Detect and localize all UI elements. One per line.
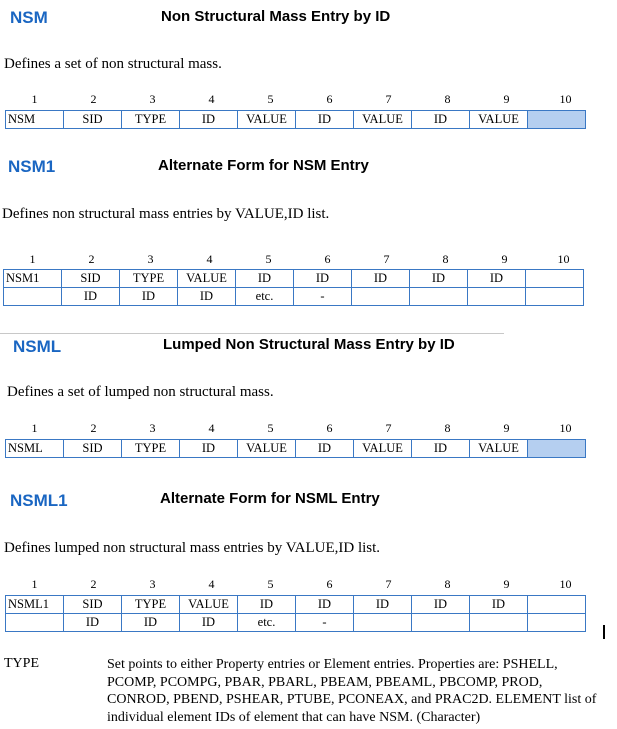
table-cell: - — [296, 614, 354, 632]
table-cell: ID — [470, 596, 528, 614]
field-number: 3 — [149, 577, 156, 591]
table-cell: VALUE — [180, 596, 238, 614]
table-cell: ID — [122, 614, 180, 632]
field-number: 6 — [324, 252, 331, 266]
field-number: 5 — [265, 252, 272, 266]
field-number: 10 — [559, 577, 572, 591]
entry-code: NSM — [10, 8, 48, 27]
table-cell: - — [294, 288, 352, 306]
entry-code: NSML1 — [10, 491, 68, 510]
field-number: 7 — [385, 92, 392, 106]
note-term: TYPE — [4, 656, 39, 671]
table-cell: ID — [64, 614, 122, 632]
table-cell — [354, 614, 412, 632]
text-cursor — [603, 625, 605, 639]
field-numbers — [5, 92, 595, 107]
field-number: 10 — [559, 92, 572, 106]
field-number: 7 — [385, 577, 392, 591]
table-cell: TYPE — [120, 270, 178, 288]
field-number: 3 — [147, 252, 154, 266]
table-cell: ID — [180, 440, 238, 458]
field-number: 6 — [326, 577, 333, 591]
table-cell — [528, 596, 586, 614]
table-cell — [526, 288, 584, 306]
format-table — [5, 110, 586, 129]
field-numbers — [5, 421, 595, 436]
table-row — [6, 614, 586, 632]
table-cell: VALUE — [178, 270, 236, 288]
table-cell: VALUE — [354, 111, 412, 129]
table-row — [4, 270, 584, 288]
field-number: 6 — [326, 421, 333, 435]
field-number: 5 — [267, 421, 274, 435]
field-number: 3 — [149, 92, 156, 106]
table-cell: ID — [178, 288, 236, 306]
field-number: 10 — [559, 421, 572, 435]
field-number: 1 — [31, 421, 38, 435]
table-cell: TYPE — [122, 440, 180, 458]
field-number: 4 — [208, 577, 215, 591]
field-number: 5 — [267, 577, 274, 591]
entry-title: Lumped Non Structural Mass Entry by ID — [163, 336, 455, 353]
table-cell: ID — [468, 270, 526, 288]
table-cell: etc. — [236, 288, 294, 306]
table-cell — [412, 614, 470, 632]
table-cell: ID — [62, 288, 120, 306]
table-cell — [526, 270, 584, 288]
table-cell: TYPE — [122, 111, 180, 129]
field-number: 3 — [149, 421, 156, 435]
table-cell: ID — [410, 270, 468, 288]
table-cell: ID — [120, 288, 178, 306]
section-divider — [0, 333, 504, 334]
table-cell — [6, 614, 64, 632]
table-cell: ID — [412, 596, 470, 614]
table-cell: SID — [64, 440, 122, 458]
table-cell — [4, 288, 62, 306]
field-number: 1 — [29, 252, 36, 266]
table-cell: VALUE — [238, 111, 296, 129]
field-numbers — [3, 252, 593, 267]
table-cell — [410, 288, 468, 306]
format-table — [3, 269, 584, 306]
entry-title: Alternate Form for NSM Entry — [158, 157, 369, 174]
table-cell: ID — [180, 111, 238, 129]
table-cell: ID — [180, 614, 238, 632]
format-table — [5, 595, 586, 632]
field-number: 8 — [442, 252, 449, 266]
table-cell: ID — [238, 596, 296, 614]
table-cell: SID — [64, 111, 122, 129]
table-cell — [468, 288, 526, 306]
field-number: 4 — [208, 421, 215, 435]
table-cell: NSM — [6, 111, 64, 129]
table-cell — [528, 440, 586, 458]
field-number: 6 — [326, 92, 333, 106]
field-number: 9 — [503, 421, 510, 435]
table-cell: ID — [294, 270, 352, 288]
field-numbers — [5, 577, 595, 592]
entry-code: NSM1 — [8, 157, 56, 176]
entry-code: NSML — [13, 337, 62, 356]
table-cell: ID — [354, 596, 412, 614]
table-cell: ID — [296, 111, 354, 129]
entry-description: Defines non structural mass entries by VALUE,ID list. — [2, 206, 330, 222]
table-cell — [528, 111, 586, 129]
field-number: 2 — [90, 92, 97, 106]
field-number: 10 — [557, 252, 570, 266]
entry-description: Defines a set of non structural mass. — [4, 56, 222, 72]
field-number: 9 — [501, 252, 508, 266]
table-cell: NSML — [6, 440, 64, 458]
table-cell: VALUE — [470, 440, 528, 458]
field-number: 7 — [385, 421, 392, 435]
table-cell — [352, 288, 410, 306]
table-cell: VALUE — [354, 440, 412, 458]
table-row — [4, 288, 584, 306]
table-cell: SID — [62, 270, 120, 288]
format-table — [5, 439, 586, 458]
table-cell: ID — [296, 440, 354, 458]
table-cell: VALUE — [470, 111, 528, 129]
field-number: 9 — [503, 577, 510, 591]
table-row — [6, 596, 586, 614]
table-cell: ID — [412, 111, 470, 129]
entry-title: Alternate Form for NSML Entry — [160, 490, 380, 507]
field-number: 4 — [206, 252, 213, 266]
field-number: 1 — [31, 577, 38, 591]
field-number: 8 — [444, 92, 451, 106]
table-cell: ID — [412, 440, 470, 458]
entry-description: Defines a set of lumped non structural mass. — [7, 384, 274, 400]
field-number: 4 — [208, 92, 215, 106]
table-cell: SID — [64, 596, 122, 614]
field-number: 1 — [31, 92, 38, 106]
table-cell: NSML1 — [6, 596, 64, 614]
field-number: 2 — [90, 577, 97, 591]
table-cell: VALUE — [238, 440, 296, 458]
table-cell: ID — [352, 270, 410, 288]
entry-title: Non Structural Mass Entry by ID — [161, 8, 391, 25]
field-number: 2 — [88, 252, 95, 266]
note-definition: Set points to either Property entries or Element entries. Properties are: PSHELL, PCOMP, PCOMPG, PBAR, PBARL, PBEAM, PBEAML, PBCOMP, PROD, CONROD, PBEND, PSHEAR, PTUBE, PCONEAX, and PRAC2D. ELEMENT list of individual element IDs of element that can have NSM. (Character) — [107, 657, 597, 725]
table-cell: ID — [296, 596, 354, 614]
table-cell: ID — [236, 270, 294, 288]
table-row — [6, 111, 586, 129]
field-number: 5 — [267, 92, 274, 106]
field-number: 7 — [383, 252, 390, 266]
table-row — [6, 440, 586, 458]
field-number: 2 — [90, 421, 97, 435]
table-cell: etc. — [238, 614, 296, 632]
table-cell: NSM1 — [4, 270, 62, 288]
field-number: 9 — [503, 92, 510, 106]
field-number: 8 — [444, 577, 451, 591]
table-cell — [528, 614, 586, 632]
table-cell — [470, 614, 528, 632]
field-number: 8 — [444, 421, 451, 435]
table-cell: TYPE — [122, 596, 180, 614]
entry-description: Defines lumped non structural mass entries by VALUE,ID list. — [4, 540, 381, 556]
